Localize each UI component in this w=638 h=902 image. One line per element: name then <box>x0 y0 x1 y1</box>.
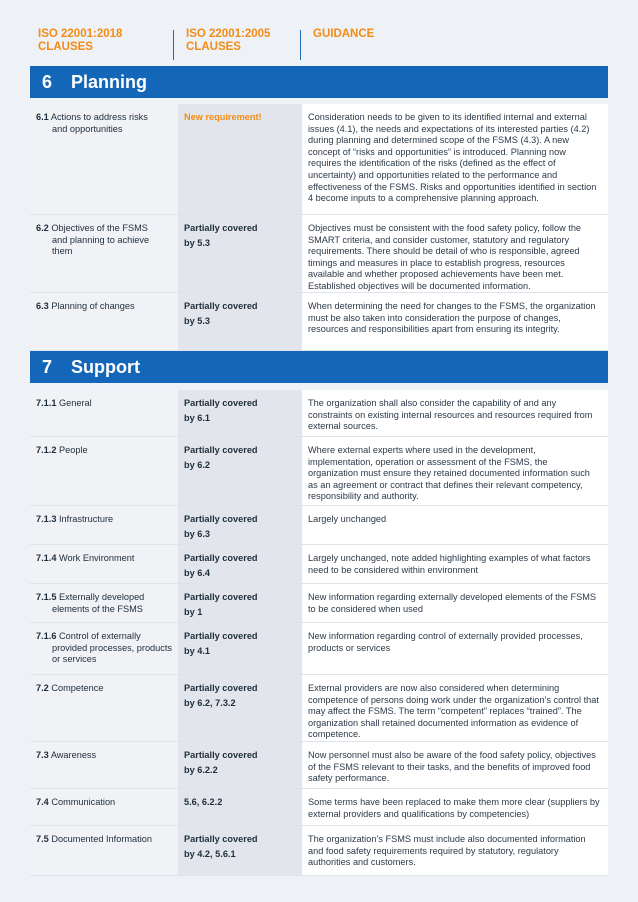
guidance-cell: New information regarding control of externally provided processes, products or services <box>302 623 608 674</box>
table-row <box>30 584 608 623</box>
coverage-cell <box>178 742 302 788</box>
table-row <box>30 293 608 351</box>
coverage-cell <box>178 104 302 214</box>
guidance-cell: Where external experts where used in the development, implementation, operation or assessment of the FSMS, the organization must ensure they retained documented information such as an agreement or contract that defines their relevant competency, responsibility and authority. <box>302 437 608 505</box>
coverage-cell <box>178 215 302 292</box>
clause-ref: 7.2 <box>36 683 49 693</box>
clause-title: Objectives of the FSMS <box>51 223 148 233</box>
clause-cell <box>30 742 178 788</box>
clause-title-cont: elements of the FSMS <box>52 603 143 614</box>
guidance-cell: When determining the need for changes to the FSMS, the organization must be also taken into consideration the purpose of changes, resources and responsibilities apart from ensuring its integrity. <box>302 293 608 350</box>
clause-title: Communication <box>51 797 116 807</box>
table-row <box>30 826 608 876</box>
coverage-status: Partially covered <box>184 398 258 408</box>
clause-title-cont: provided processes, products or services <box>52 642 173 665</box>
coverage-cell <box>178 584 302 622</box>
section-title-support <box>30 351 608 383</box>
coverage-cell <box>178 826 302 875</box>
clause-ref: 7.1.5 <box>36 592 57 602</box>
clause-ref: 7.1.2 <box>36 445 57 455</box>
clause-cell <box>30 506 178 544</box>
coverage-ref: by 1 <box>184 607 203 617</box>
clause-ref: 7.3 <box>36 750 49 760</box>
clause-ref: 6.1 <box>36 112 49 122</box>
clause-cell <box>30 789 178 825</box>
header-iso-2005-clauses: ISO 22001:2005 CLAUSES <box>186 28 271 53</box>
clause-title-cont: and planning to achieve them <box>52 234 150 257</box>
guidance-cell: Largely unchanged <box>302 506 608 544</box>
clause-cell <box>30 545 178 583</box>
section-title-planning <box>30 66 608 98</box>
coverage-ref: by 6.1 <box>184 413 211 423</box>
coverage-status: Partially covered <box>184 301 258 311</box>
clause-cell <box>30 584 178 622</box>
coverage-ref: by 6.3 <box>184 529 211 539</box>
coverage-ref: by 4.1 <box>184 646 211 656</box>
coverage-cell <box>178 675 302 741</box>
coverage-ref: by 6.2, 7.3.2 <box>184 698 236 708</box>
support-table <box>30 390 608 876</box>
clause-title-cont: and opportunities <box>52 123 123 134</box>
coverage-ref: by 6.2 <box>184 460 211 470</box>
clause-cell <box>30 826 178 875</box>
clause-cell <box>30 437 178 505</box>
clause-title: Awareness <box>50 750 97 760</box>
coverage-status: New requirement! <box>184 112 262 122</box>
clause-ref: 7.1.3 <box>36 514 57 524</box>
clause-cell <box>30 215 178 292</box>
clause-ref: 7.1.6 <box>36 631 57 641</box>
table-row <box>30 623 608 675</box>
coverage-cell <box>178 293 302 350</box>
guidance-cell: Now personnel must also be aware of the food safety policy, objectives of the FSMS relevant to their tasks, and the benefits of improved food safety performance. <box>302 742 608 788</box>
coverage-ref: by 6.2.2 <box>184 765 218 775</box>
coverage-status: Partially covered <box>184 834 258 844</box>
clause-ref: 6.3 <box>36 301 49 311</box>
coverage-cell <box>178 545 302 583</box>
coverage-cell <box>178 789 302 825</box>
coverage-cell <box>178 506 302 544</box>
clause-ref: 7.4 <box>36 797 49 807</box>
planning-table <box>30 104 608 351</box>
header-divider <box>173 30 174 60</box>
clause-title: Actions to address risks <box>50 112 148 122</box>
coverage-status: 5.6, 6.2.2 <box>184 797 223 807</box>
coverage-status: Partially covered <box>184 553 258 563</box>
header-divider <box>300 30 301 60</box>
guidance-cell: Largely unchanged, note added highlighting examples of what factors need to be considered within environment <box>302 545 608 583</box>
table-row <box>30 437 608 506</box>
clause-ref: 7.1.4 <box>36 553 57 563</box>
table-row <box>30 506 608 545</box>
table-row <box>30 742 608 789</box>
coverage-status: Partially covered <box>184 223 258 233</box>
clause-title: Documented Information <box>51 834 152 844</box>
clause-title: Control of externally <box>59 631 141 641</box>
clause-title: Planning of changes <box>51 301 135 311</box>
guidance-cell: Objectives must be consistent with the food safety policy, follow the SMART criteria, and consider customer, statutory and regulatory requirements. There should be detail of who is responsible, agreed timings and measures in place to establish progress, resources available and whether proposed achievements have been met. Established objectives will be documented information. <box>302 215 608 292</box>
table-row <box>30 789 608 826</box>
clause-title: Competence <box>51 683 104 693</box>
coverage-status: Partially covered <box>184 445 258 455</box>
coverage-cell <box>178 437 302 505</box>
coverage-status: Partially covered <box>184 514 258 524</box>
section-number: 7 <box>42 357 53 377</box>
coverage-cell <box>178 623 302 674</box>
column-header <box>30 28 610 62</box>
guidance-cell: The organization’s FSMS must include also documented information and food safety requirements required by statutory, regulatory authorities and customers. <box>302 826 608 875</box>
coverage-status: Partially covered <box>184 683 258 693</box>
clause-title: Infrastructure <box>59 514 114 524</box>
guidance-cell: External providers are now also considered when determining competence of persons doing work under the organization’s control that may affect the FSMS. The term “competent” replaces “trained”. The organization shall retained documented information as evidence of competence. <box>302 675 608 741</box>
clause-cell <box>30 675 178 741</box>
section-number: 6 <box>42 72 53 92</box>
coverage-ref: by 4.2, 5.6.1 <box>184 849 236 859</box>
clause-ref: 6.2 <box>36 223 49 233</box>
clause-cell <box>30 293 178 350</box>
clause-ref: 7.5 <box>36 834 49 844</box>
clause-ref: 7.1.1 <box>36 398 57 408</box>
guidance-cell: The organization shall also consider the capability of and any constraints on existing internal resources and resources required from external sources. <box>302 390 608 436</box>
section-title: Planning <box>71 72 148 92</box>
header-iso-2018-clauses: ISO 22001:2018 CLAUSES <box>38 28 123 53</box>
table-row <box>30 390 608 437</box>
guidance-cell: Some terms have been replaced to make them more clear (suppliers by external providers and qualifications by competencies) <box>302 789 608 825</box>
clause-title: People <box>59 445 88 455</box>
clause-cell <box>30 390 178 436</box>
guidance-cell: Consideration needs to be given to its identified internal and external issues (4.1), the needs and expectations of its interested parties (4.2) during planning and determined scope of the FSMS (4.3). A new concept of “risks and opportunities” is introduced. Planning now requires the identification of the risks (defined as the effect of uncertainty) and opportunities related to the performance and effectiveness of the FSMS. Risks and opportunities identified in section 4 become inputs to a comprehensive planning approach. <box>302 104 608 214</box>
coverage-ref: by 6.4 <box>184 568 211 578</box>
clause-title: Work Environment <box>59 553 135 563</box>
coverage-ref: by 5.3 <box>184 316 211 326</box>
coverage-cell <box>178 390 302 436</box>
section-title: Support <box>71 357 141 377</box>
table-row <box>30 104 608 215</box>
coverage-status: Partially covered <box>184 592 258 602</box>
clause-title: Externally developed <box>59 592 145 602</box>
coverage-status: Partially covered <box>184 631 258 641</box>
clause-cell <box>30 623 178 674</box>
guidance-cell: New information regarding externally developed elements of the FSMS to be considered when used <box>302 584 608 622</box>
coverage-ref: by 5.3 <box>184 238 211 248</box>
table-row <box>30 215 608 293</box>
coverage-status: Partially covered <box>184 750 258 760</box>
header-guidance: GUIDANCE <box>313 28 375 40</box>
table-row <box>30 675 608 742</box>
table-row <box>30 545 608 584</box>
clause-title: General <box>59 398 92 408</box>
clause-cell <box>30 104 178 214</box>
